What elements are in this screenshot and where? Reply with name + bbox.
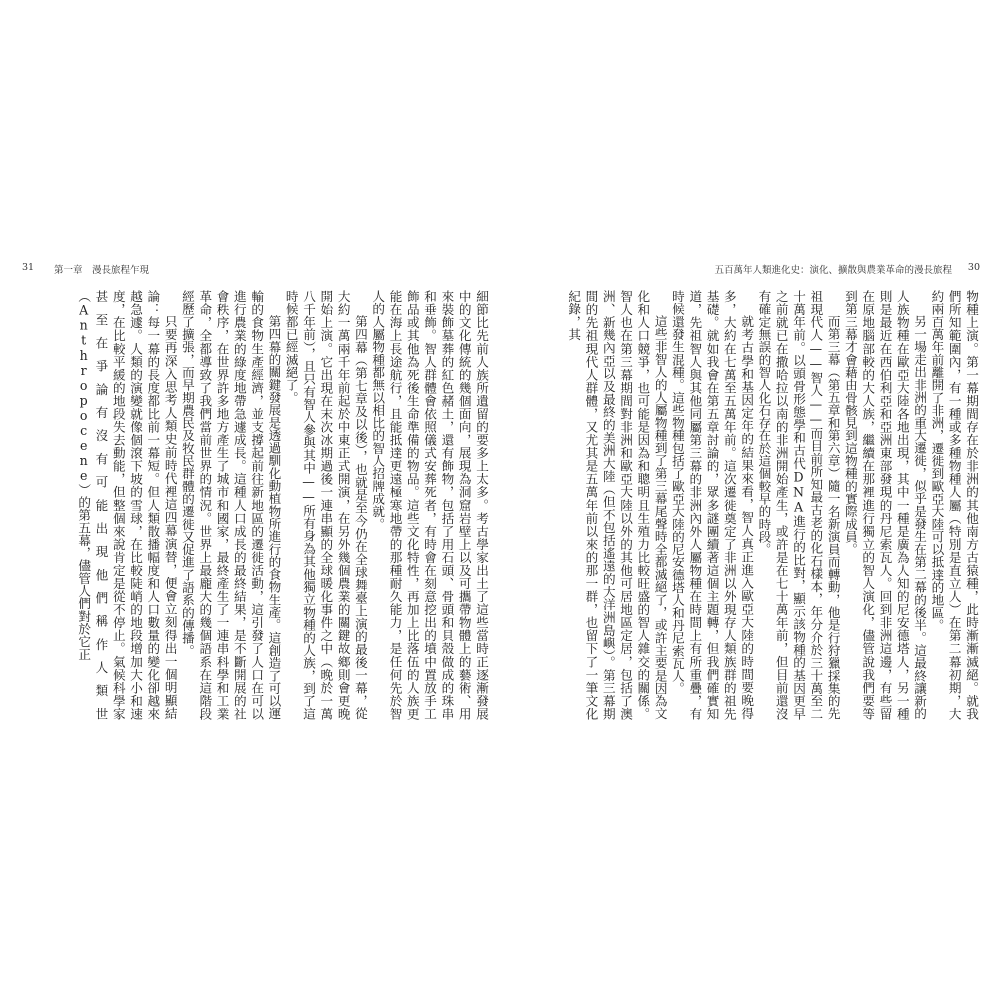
left-page-number: 31 [22,262,35,273]
paragraph: 這些非智人的人屬物種到了第三幕尾聲時全都滅絕了，或許主要是因為文化和人口競爭，也可能是因為和聰明且生殖力比較旺盛的智人雜交的關係。智人也在第三幕期間對非洲和歐亞大陸以外的其他可居地區定居，包括了澳洲、新幾內亞以及最終的美洲大陸（但不包括遙遠的大洋洲島嶼）。第三幕期間的先祖現代人群體，又尤其是五萬年前以來的那一群，也留下了一筆文化紀錄，其 [566,290,668,720]
paragraph: 另一場走出非洲的重大遷徙，似乎是發生在第二幕的後半。這最終讓新的人族物種在歐亞大陸各地出現，其中一種是廣為人知的尼安德塔人，另一種則是最近在西伯利亞和亞洲東部發現的丹尼索瓦人。回到非洲這邊，有些留在原地腦部較的大人族，繼續在那裡進行獨立的智人演化，儘管說我們要等到第三幕才會藉由骨骸見到這物種的實際成員。 [842,290,928,720]
paragraph: 物種上演。第一幕期間存在於非洲的其他南方古猿種，此時漸漸滅絕。就我們所知範圍內，有一種或多種物種人屬（特別是直立人）在第二幕初期，大約兩百萬年前離開了非洲，遷徙到歐亞大陸可以抵達的地區。 [929,290,979,720]
left-page-header [20,262,490,276]
right-page [510,262,980,720]
left-page-body [20,290,490,720]
paragraph: 第四幕（第七章及以後），也就是至今仍在全球舞臺上演的最後一幕，從大約一萬兩千年前起於中東正式開演，在另外幾個農業的關鍵故鄉則會更晚開始上演。它出現在末次冰期過後一連串顯的全球暖化事件之中（晚於一萬八千年前），且只有智人參與其中——所有身為其他獨立物種的人族，到了這時候都已經滅絕了。 [283,290,368,720]
paragraph: 第四幕的關鍵發展是透過馴化動植物所進行的食物生產。這創造了可以運輸的食物生產經濟，並支撐起前往新地區的遷徙活動，這引發了人口在可以進行農業的綠度地帶急遽成長。這種人口成長的最終結果，是不斷開展的社會秩序，在世界許多地方產生了城市和國家，最終產生了一連串科學和工業革命，全都導致了我們當前世界的情況。世界上最龐大的幾個語系在這階段經歷了擴張，而早期農民及牧民群體的遷徙又促進了語系的傳播。 [179,290,282,720]
right-page-header [510,262,980,276]
right-page-body [510,290,980,720]
left-running-title: 第一章 漫長旅程乍現 [54,265,150,276]
paragraph: 而第三幕（第五章和第六章）隨一名新演員而轉動，他是行狩獵採集的先祖現代人——智人——而目前所知最古老的化石樣本，年分介於三十萬至二十萬年前。以頭骨形態學和古代DNA進行的比對，顯示該物種的基因更早之前就已在撒哈拉以南的非洲開始產生，或許是在七十萬年前，但目前還沒有確定無誤的智人化石存在於這個較早的時段。 [756,290,841,720]
paragraph: 只要再深入思考人類史前時代裡這四幕演替，便會立刻得出一個明顯結論：每一幕的長度都比前一幕短。但人類散播幅度和人口數量的變化卻越來越急遽。人類的演變就像個滾下坡的雪球，在比較陡峭的地段增加大小和速度，在比較平緩的地段失去動能，但整個來說肯定是從不停止。氣候科學家甚至在爭論有沒有可能出現他們稱作人類世（Anthropocene）的第五幕，儘管人們對於它正 [76,290,178,720]
paragraph: 就考古學和基因定年的結果來看，智人真正進入歐亞大陸的時間要晚得多，大約在七萬至五萬年前。這次遷徙奠定了非洲以外現存人類族群的祖先基礎。就如我會在第五章討論的，眾多謎團續著這個主題轉，但我們確實知道，先祖智人與其他同屬第三幕的非洲內外人屬物種在時間上有所重疊，有時候還發生混種。這些物種包括了歐亞大陸的尼安德塔人和丹尼索瓦人。 [669,290,755,720]
left-page [20,262,490,720]
right-running-title: 五百萬年人類進化史：演化、擴散與農業革命的漫長旅程 [714,265,952,276]
right-page-number: 30 [967,262,980,273]
paragraph: 細節比先前人族所遺留的要多上太多。考古學家出土了這些當時正逐漸發展中的文化傳統的幾個面向，展現為洞窟岩壁上以及可攜帶物體上的藝術、用來裝飾墓葬的紅色赭土，還有飾物，包括了用石頭、骨頭和貝殼做成的珠串和垂飾。智人群體會依照儀式安葬死者，有時會在刻意挖出的墳中置放手工飾品或其他為死後生命準備的物品。這些文化特性，再加上比落伍的人族更能在海上長途航行，且能抵達更遠極寒地帶的那種耐久能力，是任何先於智人的人屬物種都無以相比的智人招牌成就。 [370,290,489,720]
